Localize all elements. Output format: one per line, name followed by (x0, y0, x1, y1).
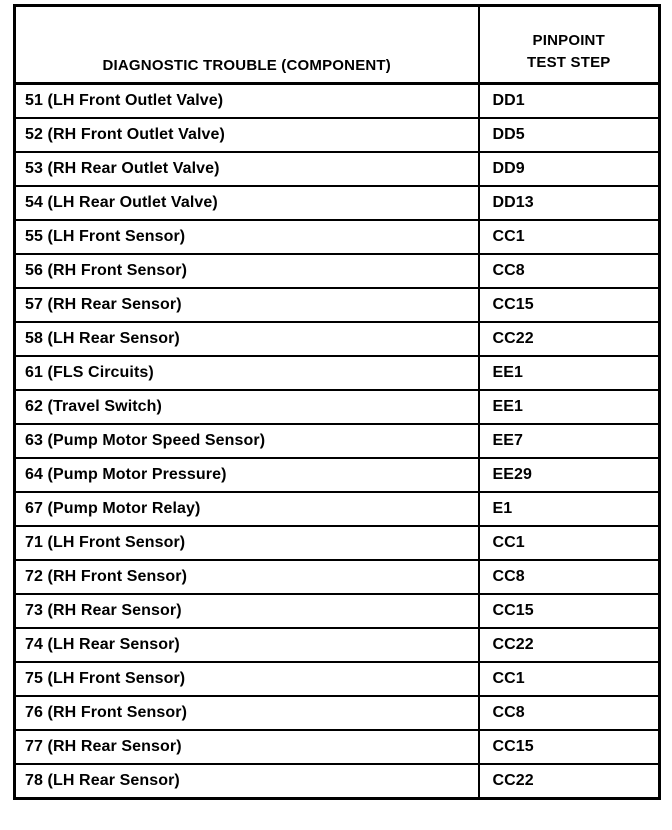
component-cell: 74 (LH Rear Sensor) (15, 628, 479, 662)
table-row (15, 220, 660, 254)
header-pinpoint-test-step (479, 6, 660, 84)
component-cell: 64 (Pump Motor Pressure) (15, 458, 479, 492)
table-row (15, 560, 660, 594)
header-component: DIAGNOSTIC TROUBLE (COMPONENT) (15, 6, 479, 84)
table-row (15, 118, 660, 152)
table-header (15, 6, 660, 84)
table-body (15, 84, 660, 799)
test-step-cell: CC1 (479, 662, 660, 696)
component-cell: 67 (Pump Motor Relay) (15, 492, 479, 526)
table-row (15, 254, 660, 288)
table-row (15, 186, 660, 220)
table-row (15, 764, 660, 799)
header-row (15, 6, 660, 84)
table-row (15, 730, 660, 764)
component-cell: 75 (LH Front Sensor) (15, 662, 479, 696)
test-step-cell: CC8 (479, 560, 660, 594)
test-step-cell: E1 (479, 492, 660, 526)
test-step-cell: EE29 (479, 458, 660, 492)
table-row (15, 356, 660, 390)
component-cell: 76 (RH Front Sensor) (15, 696, 479, 730)
component-cell: 72 (RH Front Sensor) (15, 560, 479, 594)
table-row (15, 84, 660, 119)
test-step-cell: CC22 (479, 764, 660, 799)
test-step-cell: CC8 (479, 254, 660, 288)
header-step-line1: PINPOINT (532, 32, 605, 49)
component-cell: 55 (LH Front Sensor) (15, 220, 479, 254)
table-row (15, 526, 660, 560)
table-row (15, 152, 660, 186)
test-step-cell: EE1 (479, 390, 660, 424)
table-row (15, 390, 660, 424)
component-cell: 71 (LH Front Sensor) (15, 526, 479, 560)
test-step-cell: CC22 (479, 628, 660, 662)
diagnostic-table-container (13, 4, 658, 800)
component-cell: 58 (LH Rear Sensor) (15, 322, 479, 356)
test-step-cell: DD5 (479, 118, 660, 152)
table-row (15, 492, 660, 526)
test-step-cell: DD1 (479, 84, 660, 119)
test-step-cell: DD13 (479, 186, 660, 220)
header-step-line2: TEST STEP (527, 54, 611, 71)
component-cell: 54 (LH Rear Outlet Valve) (15, 186, 479, 220)
table-row (15, 696, 660, 730)
component-cell: 63 (Pump Motor Speed Sensor) (15, 424, 479, 458)
test-step-cell: EE7 (479, 424, 660, 458)
table-row (15, 424, 660, 458)
component-cell: 62 (Travel Switch) (15, 390, 479, 424)
test-step-cell: CC1 (479, 526, 660, 560)
test-step-cell: CC22 (479, 322, 660, 356)
test-step-cell: CC1 (479, 220, 660, 254)
table-row (15, 628, 660, 662)
table-row (15, 594, 660, 628)
component-cell: 53 (RH Rear Outlet Valve) (15, 152, 479, 186)
test-step-cell: CC8 (479, 696, 660, 730)
test-step-cell: CC15 (479, 288, 660, 322)
table-row (15, 662, 660, 696)
table-row (15, 322, 660, 356)
component-cell: 73 (RH Rear Sensor) (15, 594, 479, 628)
component-cell: 56 (RH Front Sensor) (15, 254, 479, 288)
test-step-cell: CC15 (479, 730, 660, 764)
component-cell: 78 (LH Rear Sensor) (15, 764, 479, 799)
diagnostic-trouble-table (13, 4, 661, 800)
table-row (15, 458, 660, 492)
component-cell: 61 (FLS Circuits) (15, 356, 479, 390)
component-cell: 57 (RH Rear Sensor) (15, 288, 479, 322)
test-step-cell: DD9 (479, 152, 660, 186)
test-step-cell: CC15 (479, 594, 660, 628)
table-row (15, 288, 660, 322)
component-cell: 77 (RH Rear Sensor) (15, 730, 479, 764)
component-cell: 52 (RH Front Outlet Valve) (15, 118, 479, 152)
test-step-cell: EE1 (479, 356, 660, 390)
component-cell: 51 (LH Front Outlet Valve) (15, 84, 479, 119)
